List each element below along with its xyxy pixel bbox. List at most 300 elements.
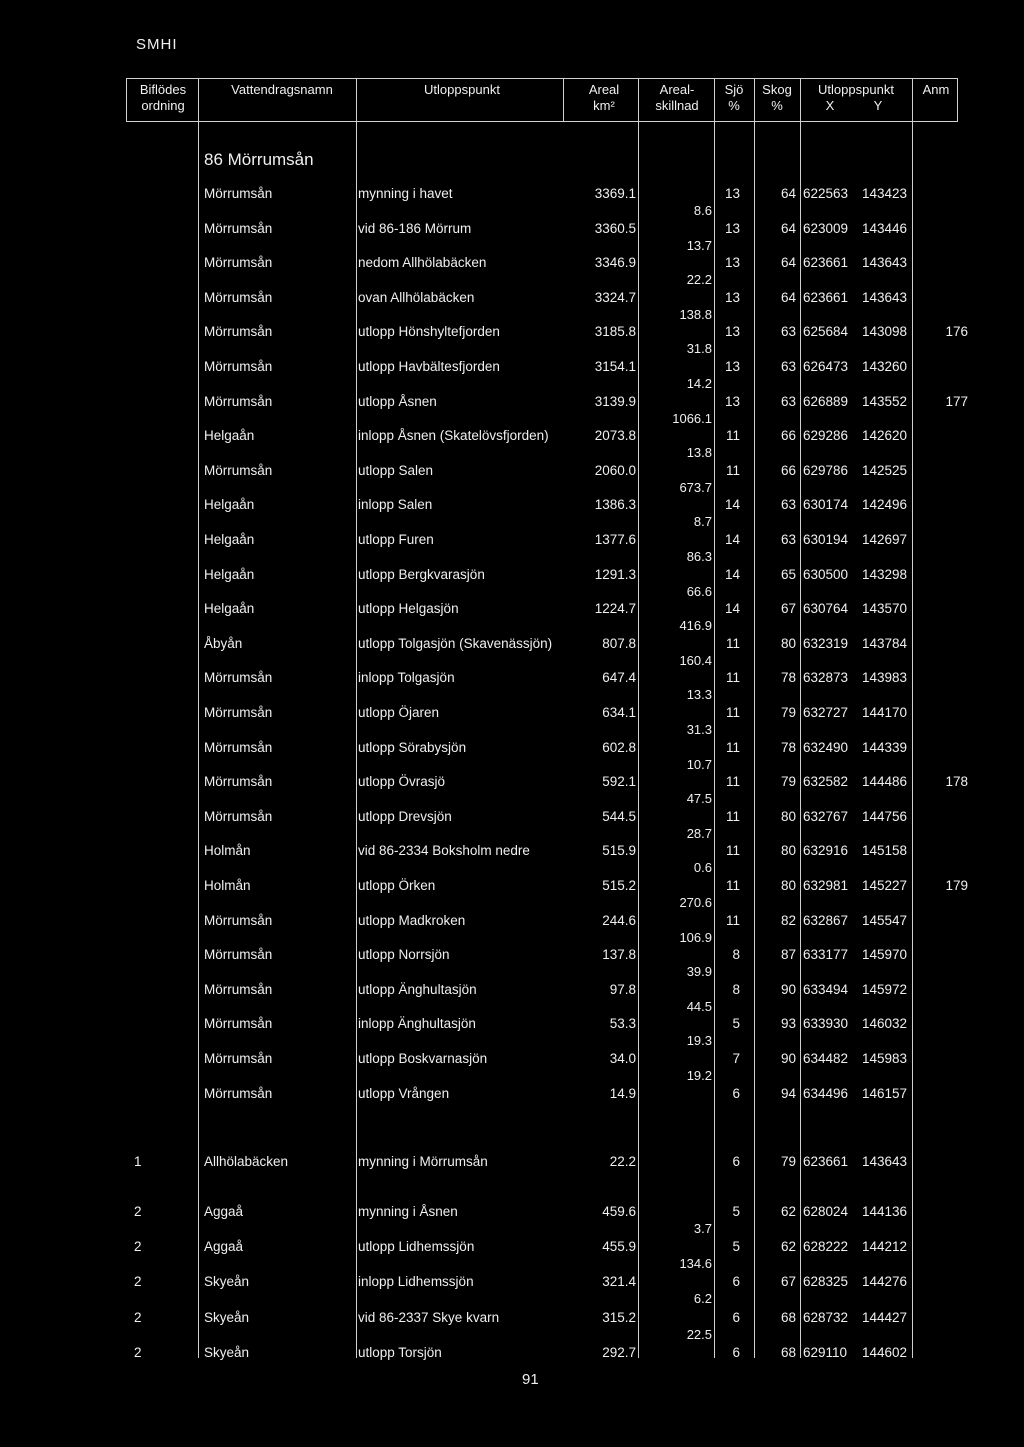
cell-y: 144136 bbox=[862, 1204, 908, 1219]
cell-y: 144427 bbox=[862, 1310, 908, 1325]
cell-sjo: 13 bbox=[724, 359, 740, 374]
cell-area: 2073.8 bbox=[594, 428, 636, 443]
area-difference: 160.4 bbox=[679, 653, 712, 668]
cell-area: 459.6 bbox=[602, 1204, 636, 1219]
cell-skog: 80 bbox=[780, 636, 796, 651]
cell-anm: 177 bbox=[945, 394, 968, 409]
cell-area: 1386.3 bbox=[594, 497, 636, 512]
cell-sjo: 11 bbox=[725, 463, 740, 478]
cell-point: ovan Allhölabäcken bbox=[358, 290, 475, 305]
cell-name: Mörrumsån bbox=[204, 290, 273, 305]
cell-x: 628325 bbox=[803, 1274, 849, 1289]
cell-point: utlopp Tolgasjön (Skavenässjön) bbox=[358, 636, 553, 651]
cell-y: 145547 bbox=[862, 913, 908, 928]
cell-skog: 82 bbox=[780, 913, 796, 928]
cell-x: 629786 bbox=[803, 463, 849, 478]
cell-sjo: 6 bbox=[732, 1274, 740, 1289]
area-difference: 31.8 bbox=[686, 341, 712, 356]
cell-y: 143298 bbox=[862, 567, 908, 582]
cell-y: 143784 bbox=[862, 636, 908, 651]
cell-name: Allhölabäcken bbox=[204, 1154, 289, 1169]
cell-area: 2060.0 bbox=[594, 463, 636, 478]
section-title: 86 Mörrumsån bbox=[204, 150, 314, 169]
cell-x: 632319 bbox=[803, 636, 849, 651]
cell-area: 53.3 bbox=[609, 1016, 636, 1031]
cell-area: 3154.1 bbox=[594, 359, 636, 374]
area-difference: 106.9 bbox=[679, 930, 712, 945]
cell-name: Holmån bbox=[204, 843, 251, 858]
table-row bbox=[0, 186, 1024, 206]
cell-point: mynning i Åsnen bbox=[358, 1204, 458, 1219]
col-anm: Anm bbox=[922, 82, 950, 97]
cell-sjo: 5 bbox=[732, 1239, 740, 1254]
cell-x: 633177 bbox=[803, 947, 849, 962]
cell-name: Åbyån bbox=[204, 636, 243, 651]
cell-name: Mörrumsån bbox=[204, 740, 273, 755]
cell-y: 144756 bbox=[862, 809, 908, 824]
area-difference: 8.7 bbox=[693, 514, 712, 529]
cell-sjo: 11 bbox=[725, 636, 740, 651]
table-row bbox=[0, 1310, 1024, 1330]
cell-area: 292.7 bbox=[602, 1345, 636, 1360]
cell-sjo: 11 bbox=[725, 913, 740, 928]
table-row bbox=[0, 774, 1024, 794]
cell-point: utlopp Madkroken bbox=[358, 913, 466, 928]
cell-y: 144486 bbox=[862, 774, 908, 789]
cell-y: 144170 bbox=[862, 705, 908, 720]
table-row bbox=[0, 947, 1024, 967]
cell-point: utlopp Furen bbox=[358, 532, 434, 547]
cell-point: utlopp Salen bbox=[358, 463, 434, 478]
cell-point: vid 86-186 Mörrum bbox=[358, 221, 472, 236]
cell-y: 142620 bbox=[862, 428, 908, 443]
cell-skog: 90 bbox=[780, 1051, 796, 1066]
area-difference: 47.5 bbox=[686, 791, 712, 806]
cell-name: Helgaån bbox=[204, 601, 255, 616]
table-row bbox=[0, 705, 1024, 725]
cell-name: Mörrumsån bbox=[204, 913, 273, 928]
cell-x: 632727 bbox=[803, 705, 849, 720]
table-row bbox=[0, 1274, 1024, 1294]
table-row bbox=[0, 1239, 1024, 1259]
table-row bbox=[0, 1345, 1024, 1365]
cell-skog: 80 bbox=[780, 843, 796, 858]
cell-area: 3185.8 bbox=[594, 324, 636, 339]
cell-y: 142496 bbox=[862, 497, 908, 512]
col-diff-1: Areal- bbox=[659, 82, 695, 97]
cell-skog: 64 bbox=[780, 186, 796, 201]
cell-name: Mörrumsån bbox=[204, 670, 273, 685]
cell-point: utlopp Sörabysjön bbox=[358, 740, 467, 755]
cell-area: 3369.1 bbox=[594, 186, 636, 201]
cell-name: Mörrumsån bbox=[204, 255, 273, 270]
cell-sjo: 7 bbox=[732, 1051, 740, 1066]
cell-name: Mörrumsån bbox=[204, 947, 273, 962]
cell-point: utlopp Boskvarnasjön bbox=[358, 1051, 488, 1066]
cell-skog: 78 bbox=[780, 740, 796, 755]
cell-point: utlopp Lidhemssjön bbox=[358, 1239, 475, 1254]
cell-y: 146032 bbox=[862, 1016, 908, 1031]
cell-area: 34.0 bbox=[609, 1051, 636, 1066]
table-row bbox=[0, 1154, 1024, 1174]
table-row bbox=[0, 428, 1024, 448]
cell-x: 633494 bbox=[803, 982, 849, 997]
col-sjo-1: Sjö bbox=[724, 82, 744, 97]
cell-skog: 93 bbox=[780, 1016, 796, 1031]
table-row bbox=[0, 1204, 1024, 1224]
cell-skog: 63 bbox=[780, 497, 796, 512]
area-difference: 13.8 bbox=[686, 445, 712, 460]
cell-x: 622563 bbox=[803, 186, 849, 201]
cell-name: Skyeån bbox=[204, 1345, 250, 1360]
cell-sjo: 8 bbox=[732, 947, 740, 962]
cell-x: 623661 bbox=[803, 255, 849, 270]
cell-x: 632867 bbox=[803, 913, 849, 928]
cell-skog: 87 bbox=[780, 947, 796, 962]
cell-skog: 65 bbox=[780, 567, 796, 582]
area-difference: 13.7 bbox=[686, 238, 712, 253]
cell-skog: 79 bbox=[780, 1154, 796, 1169]
cell-point: utlopp Änghultasjön bbox=[358, 982, 477, 997]
cell-area: 3139.9 bbox=[594, 394, 636, 409]
cell-area: 602.8 bbox=[602, 740, 636, 755]
cell-x: 629286 bbox=[803, 428, 849, 443]
cell-point: utlopp Norrsjön bbox=[358, 947, 450, 962]
cell-point: nedom Allhölabäcken bbox=[358, 255, 487, 270]
cell-point: inlopp Salen bbox=[358, 497, 433, 512]
cell-skog: 64 bbox=[780, 290, 796, 305]
cell-skog: 63 bbox=[780, 532, 796, 547]
cell-sjo: 13 bbox=[724, 394, 740, 409]
table-row bbox=[0, 601, 1024, 621]
area-difference: 10.7 bbox=[686, 757, 712, 772]
cell-x: 634482 bbox=[803, 1051, 849, 1066]
cell-point: mynning i Mörrumsån bbox=[358, 1154, 488, 1169]
cell-sjo: 6 bbox=[732, 1345, 740, 1360]
cell-area: 515.2 bbox=[602, 878, 636, 893]
cell-y: 146157 bbox=[862, 1086, 908, 1101]
cell-point: utlopp Drevsjön bbox=[358, 809, 452, 824]
cell-area: 3324.7 bbox=[594, 290, 636, 305]
cell-y: 143643 bbox=[862, 1154, 908, 1169]
cell-name: Helgaån bbox=[204, 428, 255, 443]
table-row bbox=[0, 740, 1024, 760]
cell-point: utlopp Bergkvarasjön bbox=[358, 567, 485, 582]
cell-skog: 79 bbox=[780, 774, 796, 789]
cell-skog: 63 bbox=[780, 394, 796, 409]
cell-x: 623661 bbox=[803, 1154, 849, 1169]
cell-area: 515.9 bbox=[602, 843, 636, 858]
cell-skog: 62 bbox=[780, 1239, 796, 1254]
cell-sjo: 11 bbox=[725, 740, 740, 755]
area-difference: 44.5 bbox=[686, 999, 712, 1014]
table-row bbox=[0, 532, 1024, 552]
cell-skog: 66 bbox=[780, 428, 796, 443]
cell-skog: 80 bbox=[780, 809, 796, 824]
col-coord: Utloppspunkt bbox=[818, 82, 894, 97]
cell-skog: 63 bbox=[780, 324, 796, 339]
cell-area: 455.9 bbox=[602, 1239, 636, 1254]
table-row bbox=[0, 567, 1024, 587]
area-difference: 86.3 bbox=[686, 549, 712, 564]
cell-ord: 2 bbox=[134, 1274, 142, 1289]
col-sjo-2: % bbox=[728, 98, 740, 113]
area-difference: 22.2 bbox=[686, 272, 712, 287]
col-coord-x: X bbox=[825, 98, 835, 113]
cell-area: 647.4 bbox=[602, 670, 636, 685]
cell-name: Holmån bbox=[204, 878, 251, 893]
cell-x: 630764 bbox=[803, 601, 849, 616]
cell-area: 14.9 bbox=[609, 1086, 636, 1101]
cell-x: 628222 bbox=[803, 1239, 849, 1254]
cell-area: 1291.3 bbox=[594, 567, 636, 582]
col-area-1: Areal bbox=[588, 82, 620, 97]
cell-sjo: 5 bbox=[732, 1016, 740, 1031]
cell-sjo: 13 bbox=[724, 290, 740, 305]
cell-name: Helgaån bbox=[204, 497, 255, 512]
cell-y: 143446 bbox=[862, 221, 908, 236]
cell-sjo: 11 bbox=[725, 774, 740, 789]
cell-sjo: 11 bbox=[725, 843, 740, 858]
col-name: Vattendragsnamn bbox=[231, 82, 333, 97]
cell-name: Helgaån bbox=[204, 567, 255, 582]
area-difference: 8.6 bbox=[693, 203, 712, 218]
cell-area: 244.6 bbox=[602, 913, 636, 928]
table-row bbox=[0, 809, 1024, 829]
cell-x: 629110 bbox=[803, 1345, 848, 1360]
col-diff-2: skillnad bbox=[655, 98, 699, 113]
cell-sjo: 6 bbox=[732, 1310, 740, 1325]
cell-skog: 67 bbox=[780, 1274, 796, 1289]
cell-point: utlopp Hönshyltefjorden bbox=[358, 324, 500, 339]
cell-name: Helgaån bbox=[204, 532, 255, 547]
cell-name: Mörrumsån bbox=[204, 186, 273, 201]
cell-sjo: 6 bbox=[732, 1086, 740, 1101]
cell-ord: 1 bbox=[134, 1154, 142, 1169]
cell-sjo: 14 bbox=[724, 567, 740, 582]
cell-x: 623661 bbox=[803, 290, 849, 305]
cell-skog: 64 bbox=[780, 255, 796, 270]
cell-skog: 63 bbox=[780, 359, 796, 374]
table-row bbox=[0, 463, 1024, 483]
col-bifl-1: Biflödes bbox=[139, 82, 187, 97]
area-difference: 134.6 bbox=[679, 1256, 712, 1271]
cell-area: 321.4 bbox=[602, 1274, 636, 1289]
cell-name: Skyeån bbox=[204, 1310, 250, 1325]
cell-y: 145970 bbox=[862, 947, 908, 962]
cell-y: 143570 bbox=[862, 601, 908, 616]
cell-area: 3346.9 bbox=[594, 255, 636, 270]
area-difference: 31.3 bbox=[686, 722, 712, 737]
cell-y: 145983 bbox=[862, 1051, 908, 1066]
area-difference: 1066.1 bbox=[672, 411, 712, 426]
table-row bbox=[0, 982, 1024, 1002]
cell-sjo: 13 bbox=[724, 221, 740, 236]
table-row bbox=[0, 290, 1024, 310]
table-row bbox=[0, 913, 1024, 933]
area-difference: 673.7 bbox=[679, 480, 712, 495]
cell-name: Mörrumsån bbox=[204, 394, 273, 409]
area-difference: 13.3 bbox=[686, 687, 712, 702]
cell-area: 1377.6 bbox=[594, 532, 636, 547]
cell-x: 634496 bbox=[803, 1086, 849, 1101]
cell-area: 634.1 bbox=[602, 705, 636, 720]
cell-x: 632916 bbox=[803, 843, 849, 858]
area-difference: 416.9 bbox=[679, 618, 712, 633]
cell-y: 145158 bbox=[862, 843, 908, 858]
cell-area: 544.5 bbox=[602, 809, 636, 824]
cell-sjo: 13 bbox=[724, 255, 740, 270]
cell-name: Mörrumsån bbox=[204, 982, 273, 997]
cell-area: 137.8 bbox=[602, 947, 636, 962]
area-difference: 19.3 bbox=[686, 1033, 712, 1048]
cell-sjo: 11 bbox=[725, 705, 740, 720]
cell-x: 630194 bbox=[803, 532, 849, 547]
cell-area: 3360.5 bbox=[594, 221, 636, 236]
area-difference: 3.7 bbox=[693, 1221, 712, 1236]
table-row bbox=[0, 255, 1024, 275]
cell-name: Aggaå bbox=[204, 1204, 244, 1219]
cell-x: 625684 bbox=[803, 324, 849, 339]
area-difference: 66.6 bbox=[686, 584, 712, 599]
table-row bbox=[0, 843, 1024, 863]
cell-x: 626889 bbox=[803, 394, 849, 409]
cell-sjo: 5 bbox=[732, 1204, 740, 1219]
cell-area: 97.8 bbox=[609, 982, 636, 997]
cell-point: inlopp Änghultasjön bbox=[358, 1016, 476, 1031]
cell-x: 628024 bbox=[803, 1204, 849, 1219]
cell-skog: 90 bbox=[780, 982, 796, 997]
cell-ord: 2 bbox=[134, 1310, 142, 1325]
cell-skog: 79 bbox=[780, 705, 796, 720]
cell-anm: 178 bbox=[945, 774, 968, 789]
cell-sjo: 13 bbox=[724, 186, 740, 201]
cell-name: Aggaå bbox=[204, 1239, 244, 1254]
area-difference: 39.9 bbox=[686, 964, 712, 979]
cell-x: 632767 bbox=[803, 809, 849, 824]
cell-point: inlopp Lidhemssjön bbox=[358, 1274, 474, 1289]
area-difference: 6.2 bbox=[693, 1291, 712, 1306]
cell-point: vid 86-2337 Skye kvarn bbox=[358, 1310, 500, 1325]
cell-point: utlopp Helgasjön bbox=[358, 601, 459, 616]
cell-x: 632873 bbox=[803, 670, 849, 685]
cell-point: mynning i havet bbox=[358, 186, 453, 201]
cell-anm: 179 bbox=[945, 878, 968, 893]
cell-skog: 66 bbox=[780, 463, 796, 478]
area-difference: 14.2 bbox=[686, 376, 712, 391]
cell-y: 144339 bbox=[862, 740, 908, 755]
cell-x: 630500 bbox=[803, 567, 849, 582]
cell-name: Mörrumsån bbox=[204, 705, 273, 720]
col-bifl-2: ordning bbox=[141, 98, 185, 113]
cell-area: 1224.7 bbox=[594, 601, 636, 616]
cell-area: 592.1 bbox=[602, 774, 636, 789]
area-difference: 270.6 bbox=[679, 895, 712, 910]
cell-y: 143423 bbox=[862, 186, 908, 201]
cell-point: utlopp Havbältesfjorden bbox=[358, 359, 500, 374]
cell-y: 144276 bbox=[862, 1274, 908, 1289]
col-point: Utloppspunkt bbox=[424, 82, 500, 97]
area-difference: 0.6 bbox=[693, 860, 712, 875]
cell-ord: 2 bbox=[134, 1239, 142, 1254]
cell-x: 623009 bbox=[803, 221, 849, 236]
cell-y: 143983 bbox=[862, 670, 908, 685]
cell-skog: 68 bbox=[780, 1310, 796, 1325]
cell-x: 633930 bbox=[803, 1016, 849, 1031]
table-row bbox=[0, 670, 1024, 690]
area-difference: 19.2 bbox=[686, 1068, 712, 1083]
area-difference: 138.8 bbox=[679, 307, 712, 322]
cell-y: 145227 bbox=[862, 878, 908, 893]
cell-y: 143552 bbox=[862, 394, 908, 409]
cell-name: Mörrumsån bbox=[204, 359, 273, 374]
cell-name: Mörrumsån bbox=[204, 1051, 273, 1066]
cell-name: Mörrumsån bbox=[204, 774, 273, 789]
cell-sjo: 8 bbox=[732, 982, 740, 997]
cell-point: utlopp Öjaren bbox=[358, 705, 440, 720]
table-row bbox=[0, 394, 1024, 414]
table-row bbox=[0, 324, 1024, 344]
cell-point: inlopp Tolgasjön bbox=[358, 670, 455, 685]
cell-x: 632981 bbox=[803, 878, 849, 893]
cell-y: 143643 bbox=[862, 290, 908, 305]
area-difference: 22.5 bbox=[686, 1327, 712, 1342]
cell-x: 632490 bbox=[803, 740, 849, 755]
cell-sjo: 14 bbox=[724, 532, 740, 547]
cell-y: 143643 bbox=[862, 255, 908, 270]
cell-name: Mörrumsån bbox=[204, 221, 273, 236]
table-row bbox=[0, 359, 1024, 379]
cell-point: utlopp Övrasjö bbox=[358, 774, 446, 789]
cell-point: utlopp Örken bbox=[358, 878, 436, 893]
cell-skog: 94 bbox=[780, 1086, 796, 1101]
cell-skog: 67 bbox=[780, 601, 796, 616]
cell-skog: 78 bbox=[780, 670, 796, 685]
cell-name: Mörrumsån bbox=[204, 1086, 273, 1101]
cell-point: inlopp Åsnen (Skatelövsfjorden) bbox=[358, 428, 549, 443]
cell-sjo: 14 bbox=[724, 601, 740, 616]
page-header: SMHI bbox=[136, 36, 178, 53]
cell-sjo: 13 bbox=[724, 324, 740, 339]
cell-name: Skyeån bbox=[204, 1274, 250, 1289]
table-row bbox=[0, 1016, 1024, 1036]
cell-point: utlopp Vrången bbox=[358, 1086, 450, 1101]
cell-sjo: 11 bbox=[725, 878, 740, 893]
table-row bbox=[0, 1051, 1024, 1071]
cell-ord: 2 bbox=[134, 1204, 142, 1219]
cell-skog: 64 bbox=[780, 221, 796, 236]
cell-y: 144212 bbox=[862, 1239, 908, 1254]
cell-point: utlopp Torsjön bbox=[358, 1345, 442, 1360]
cell-y: 143098 bbox=[862, 324, 908, 339]
table-row bbox=[0, 878, 1024, 898]
cell-y: 145972 bbox=[862, 982, 908, 997]
cell-y: 143260 bbox=[862, 359, 908, 374]
cell-x: 626473 bbox=[803, 359, 849, 374]
cell-area: 315.2 bbox=[602, 1310, 636, 1325]
col-area-2: km² bbox=[593, 98, 615, 113]
cell-area: 22.2 bbox=[609, 1154, 636, 1169]
page-number: 91 bbox=[522, 1371, 539, 1388]
cell-point: utlopp Åsnen bbox=[358, 394, 437, 409]
col-coord-y: Y bbox=[873, 98, 883, 113]
cell-x: 628732 bbox=[803, 1310, 849, 1325]
col-skog-1: Skog bbox=[762, 82, 792, 97]
table-row bbox=[0, 221, 1024, 241]
cell-sjo: 6 bbox=[732, 1154, 740, 1169]
cell-skog: 68 bbox=[780, 1345, 796, 1360]
cell-point: vid 86-2334 Boksholm nedre bbox=[358, 843, 530, 858]
